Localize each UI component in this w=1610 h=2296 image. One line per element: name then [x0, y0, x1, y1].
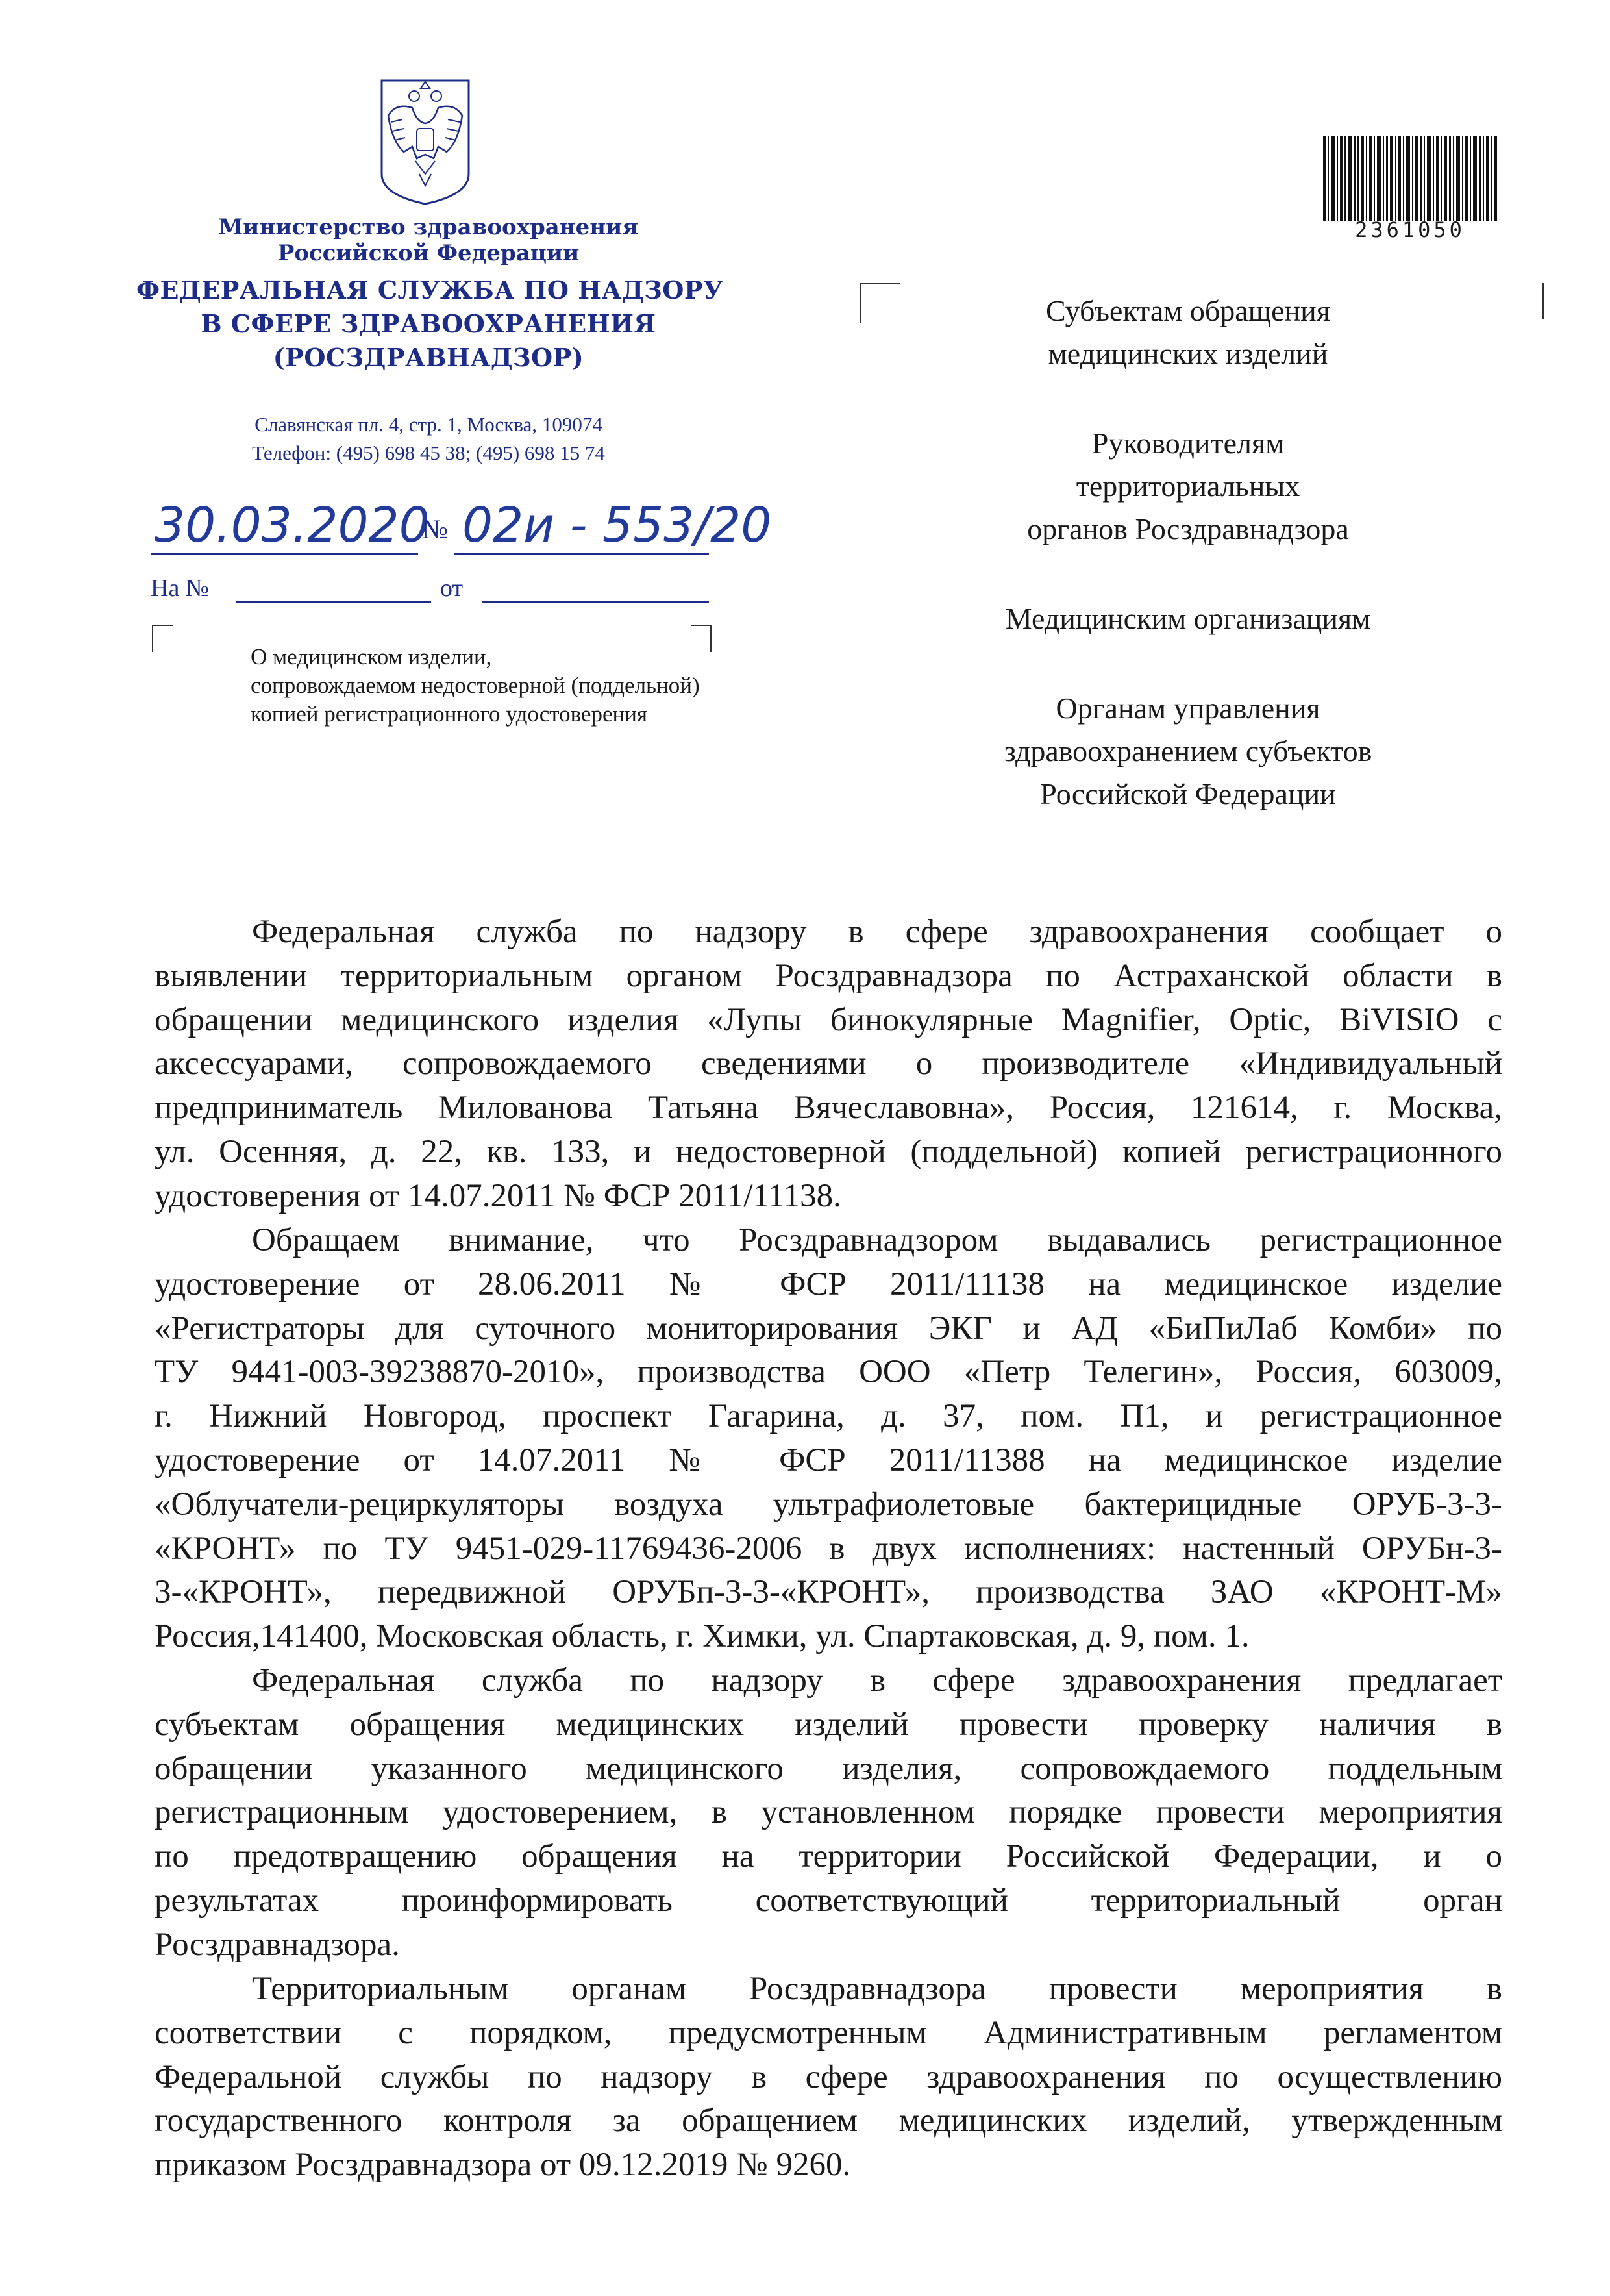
- subject-line-3: копией регистрационного удостоверения: [251, 701, 648, 727]
- body-paragraph-3: [155, 1659, 1502, 1967]
- body-line: «КРОНТ» по ТУ 9451-029-11769436-2006 в двух исполнениях: настенный ОРУБн-3-: [155, 1530, 1502, 1567]
- reply-date-blank: [482, 601, 709, 603]
- body-line: государственного контроля за обращением медицинских изделий, утвержденным: [155, 2103, 1502, 2140]
- body-line: предприниматель Милованова Татьяна Вячеславовна», Россия, 121614, г. Москва,: [155, 1090, 1502, 1127]
- reply-to-number-label: На №: [151, 575, 210, 602]
- service-line-1: ФЕДЕРАЛЬНАЯ СЛУЖБА ПО НАДЗОРУ: [136, 275, 724, 305]
- subject-corner-right: [691, 625, 712, 652]
- body-line: Федеральная служба по надзору в сфере здравоохранения сообщает о: [252, 914, 1502, 950]
- reply-date-label: от: [440, 575, 464, 602]
- number-sign: №: [422, 515, 449, 545]
- body-line: удостоверение от 28.06.2011 № ФСР 2011/11138 на медицинское изделие: [155, 1266, 1502, 1303]
- body-line: Россия,141400, Московская область, г. Химки, ул. Спартаковская, д. 9, пом. 1.: [155, 1618, 1250, 1655]
- date-underline: [151, 553, 418, 555]
- body-paragraph-1: [155, 910, 1502, 1219]
- recipient-corner-left: [860, 283, 900, 323]
- recipient-4-line-1: Органам управления: [1056, 692, 1320, 725]
- number-underline: [454, 553, 709, 555]
- body-line: «Регистраторы для суточного мониторирования ЭКГ и АД «БиПиЛаб Комби» по: [155, 1310, 1502, 1347]
- recipient-4-line-2: здравоохранением субъектов: [1004, 734, 1372, 767]
- service-line-3: (РОСЗДРАВНАДЗОР): [273, 343, 584, 372]
- body-line: Обращаем внимание, что Росздравнадзором выдавались регистрационное: [252, 1222, 1502, 1258]
- body-line: регистрационным удостоверением, в установленном порядке провести мероприятия: [155, 1794, 1502, 1831]
- reply-number-blank: [236, 601, 431, 603]
- body-paragraph-4: [155, 1967, 1502, 2188]
- body-line: выявлении территориальным органом Росздравнадзора по Астраханской области в: [155, 957, 1502, 994]
- body-line: удостоверение от 14.07.2011 № ФСР 2011/11388 на медицинское изделие: [155, 1441, 1502, 1479]
- body-line: ул. Осенняя, д. 22, кв. 133, и недостоверной (поддельной) копией регистрационного: [155, 1133, 1502, 1170]
- ministry-line-2: Российской Федерации: [277, 240, 580, 266]
- address-line: Славянская пл. 4, стр. 1, Москва, 109074: [254, 413, 602, 436]
- ministry-line-1: Министерство здравоохранения: [218, 214, 639, 240]
- body-line: соответствии с порядком, предусмотренным Административным регламентом: [155, 2014, 1502, 2051]
- body-line: приказом Росздравнадзора от 09.12.2019 № 9260.: [155, 2147, 851, 2184]
- recipient-corner-right: [1542, 283, 1544, 319]
- body-line: ТУ 9441-003-39238870-2010», производства ООО «Петр Телегин», Россия, 603009,: [155, 1354, 1502, 1391]
- service-line-2: В СФЕРЕ ЗДРАВООХРАНЕНИЯ: [201, 309, 656, 338]
- body-line: результатах проинформировать соответствующий территориальный орган: [155, 1882, 1502, 1919]
- body-line: субъектам обращения медицинских изделий провести проверку наличия в: [155, 1706, 1502, 1743]
- body-line: обращении указанного медицинского изделия, сопровождаемого поддельным: [155, 1750, 1502, 1787]
- body-line: г. Нижний Новгород, проспект Гагарина, д. 37, пом. П1, и регистрационное: [155, 1398, 1502, 1435]
- recipient-1-line-1: Субъектам обращения: [1046, 294, 1330, 327]
- body-line: Территориальным органам Росздравнадзора провести мероприятия в: [252, 1971, 1502, 2007]
- handwritten-number: 02и - 553/20: [462, 497, 772, 553]
- barcode: [1323, 136, 1497, 221]
- body-line: по предотвращению обращения на территории Российской Федерации, и о: [155, 1838, 1502, 1875]
- subject-corner-left: [152, 625, 173, 652]
- subject-line-2: сопровождаемом недостоверной (поддельной): [251, 673, 700, 698]
- body-paragraph-2: [155, 1219, 1502, 1659]
- recipient-4-line-3: Российской Федерации: [1040, 777, 1336, 810]
- recipient-1-line-2: медицинских изделий: [1048, 337, 1328, 370]
- body-line: Росздравнадзора.: [155, 1926, 400, 1963]
- recipient-2-line-1: Руководителям: [1091, 427, 1285, 460]
- barcode-number: 2361050: [1355, 218, 1465, 242]
- handwritten-date: 30.03.2020: [155, 497, 430, 553]
- recipient-2-line-2: территориальных: [1076, 469, 1300, 503]
- phone-line: Телефон: (495) 698 45 38; (495) 698 15 74: [252, 442, 605, 464]
- body-line: обращении медицинского изделия «Лупы бинокулярные Magnifier, Optic, BiVISIO с: [155, 1001, 1502, 1038]
- body-line: Федеральной службы по надзору в сфере здравоохранения по осуществлению: [155, 2058, 1502, 2095]
- coat-of-arms-emblem: [377, 77, 474, 206]
- recipient-3-line-1: Медицинским организациям: [1005, 602, 1371, 635]
- subject-line-1: О медицинском изделии,: [251, 644, 492, 669]
- body-line: 3-«КРОНТ», передвижной ОРУБп-3-3-«КРОНТ», производства ЗАО «КРОНТ-М»: [155, 1574, 1502, 1611]
- body-line: аксессуарами, сопровождаемого сведениями о производителе «Индивидуальный: [155, 1045, 1502, 1082]
- body-line: удостоверения от 14.07.2011 № ФСР 2011/11138.: [155, 1177, 841, 1214]
- recipient-2-line-3: органов Росздравнадзора: [1027, 512, 1349, 545]
- body-line: Федеральная служба по надзору в сфере здравоохранения предлагает: [252, 1662, 1502, 1699]
- body-line: «Облучатели-рециркуляторы воздуха ультрафиолетовые бактерицидные ОРУБ-3-3-: [155, 1486, 1502, 1523]
